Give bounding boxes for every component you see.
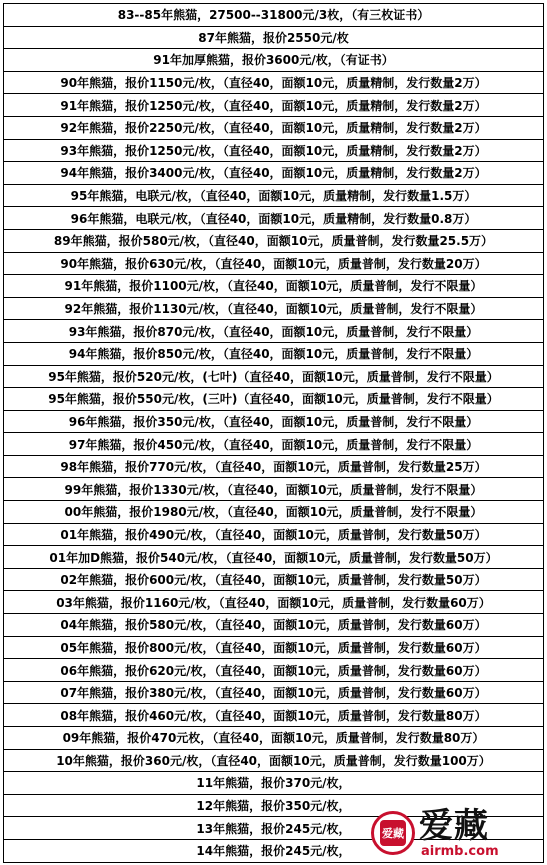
table-row: 10年熊猫，报价360元/枚，（直径40，面额10元，质量普制，发行数量100万） xyxy=(4,750,543,773)
table-row: 95年熊猫，报价520元/枚，(七叶)（直径40，面额10元，质量普制，发行不限量） xyxy=(4,366,543,389)
price-table xyxy=(3,3,544,863)
table-row: 96年熊猫，报价350元/枚，（直径40，面额10元，质量普制，发行不限量） xyxy=(4,411,543,434)
table-row: 99年熊猫，报价1330元/枚，（直径40，面额10元，质量普制，发行不限量） xyxy=(4,478,543,501)
table-row: 00年熊猫，报价1980元/枚，（直径40，面额10元，质量普制，发行不限量） xyxy=(4,501,543,524)
table-row: 02年熊猫，报价600元/枚，（直径40，面额10元，质量普制，发行数量50万） xyxy=(4,569,543,592)
table-row: 90年熊猫，报价1150元/枚，（直径40，面额10元，质量精制，发行数量2万） xyxy=(4,72,543,95)
table-row: 95年熊猫，电联元/枚，（直径40，面额10元，质量精制，发行数量1.5万） xyxy=(4,185,543,208)
table-row: 12年熊猫，报价350元/枚， xyxy=(4,795,543,818)
table-row: 83--85年熊猫，27500--31800元/3枚，（有三枚证书） xyxy=(4,4,543,27)
table-row: 01年熊猫，报价490元/枚，（直径40，面额10元，质量普制，发行数量50万） xyxy=(4,524,543,547)
table-row: 89年熊猫，报价580元/枚，（直径40，面额10元，质量普制，发行数量25.5万） xyxy=(4,230,543,253)
brand-block xyxy=(419,805,499,859)
table-row: 06年熊猫，报价620元/枚，（直径40，面额10元，质量普制，发行数量60万） xyxy=(4,659,543,682)
table-row: 92年熊猫，报价1130元/枚，（直径40，面额10元，质量普制，发行不限量） xyxy=(4,298,543,321)
table-row: 01年加D熊猫，报价540元/枚，（直径40，面额10元，质量普制，发行数量50万） xyxy=(4,546,543,569)
table-row: 90年熊猫，报价630元/枚，（直径40，面额10元，质量普制，发行数量20万） xyxy=(4,253,543,276)
table-row: 93年熊猫，报价870元/枚，（直径40，面额10元，质量普制，发行不限量） xyxy=(4,320,543,343)
brand-url: airmb.com xyxy=(421,843,499,859)
table-row: 94年熊猫，报价850元/枚，（直径40，面额10元，质量普制，发行不限量） xyxy=(4,343,543,366)
table-row: 09年熊猫，报价470元枚，（直径40，面额10元，质量普制，发行数量80万） xyxy=(4,727,543,750)
airmb-watermark xyxy=(371,807,541,859)
seal-inner-mark: 爱藏 xyxy=(380,820,406,846)
table-row: 96年熊猫，电联元/枚，（直径40，面额10元，质量精制，发行数量0.8万） xyxy=(4,207,543,230)
table-row: 14年熊猫，报价245元/枚， xyxy=(4,840,543,863)
table-row: 98年熊猫，报价770元/枚，（直径40，面额10元，质量普制，发行数量25万） xyxy=(4,456,543,479)
table-row: 04年熊猫，报价580元/枚，（直径40，面额10元，质量普制，发行数量60万） xyxy=(4,614,543,637)
table-row: 08年熊猫，报价460元/枚，（直径40，面额10元，质量普制，发行数量80万） xyxy=(4,704,543,727)
table-row: 91年加厚熊猫，报价3600元/枚，（有证书） xyxy=(4,49,543,72)
table-row: 91年熊猫，报价1100元/枚，（直径40，面额10元，质量普制，发行不限量） xyxy=(4,275,543,298)
table-row: 93年熊猫，报价1250元/枚，（直径40，面额10元，质量精制，发行数量2万） xyxy=(4,140,543,163)
table-row: 03年熊猫，报价1160元/枚，（直径40，面额10元，质量普制，发行数量60万） xyxy=(4,591,543,614)
table-row: 97年熊猫，报价450元/枚，（直径40，面额10元，质量普制，发行不限量） xyxy=(4,433,543,456)
seal-logo-icon xyxy=(371,811,415,855)
table-row: 95年熊猫，报价550元/枚，(三叶)（直径40，面额10元，质量普制，发行不限量） xyxy=(4,388,543,411)
brand-name: 爱藏 xyxy=(419,805,489,846)
table-row: 87年熊猫，报价2550元/枚 xyxy=(4,27,543,50)
table-row: 13年熊猫，报价245元/枚， xyxy=(4,817,543,840)
table-row: 11年熊猫，报价370元/枚， xyxy=(4,772,543,795)
table-row: 91年熊猫，报价1250元/枚，（直径40，面额10元，质量精制，发行数量2万） xyxy=(4,94,543,117)
table-row: 92年熊猫，报价2250元/枚，（直径40，面额10元，质量精制，发行数量2万） xyxy=(4,117,543,140)
table-row: 07年熊猫，报价380元/枚，（直径40，面额10元，质量普制，发行数量60万） xyxy=(4,682,543,705)
table-row: 94年熊猫，报价3400元/枚，（直径40，面额10元，质量精制，发行数量2万） xyxy=(4,162,543,185)
table-row: 05年熊猫，报价800元/枚，（直径40，面额10元，质量普制，发行数量60万） xyxy=(4,637,543,660)
